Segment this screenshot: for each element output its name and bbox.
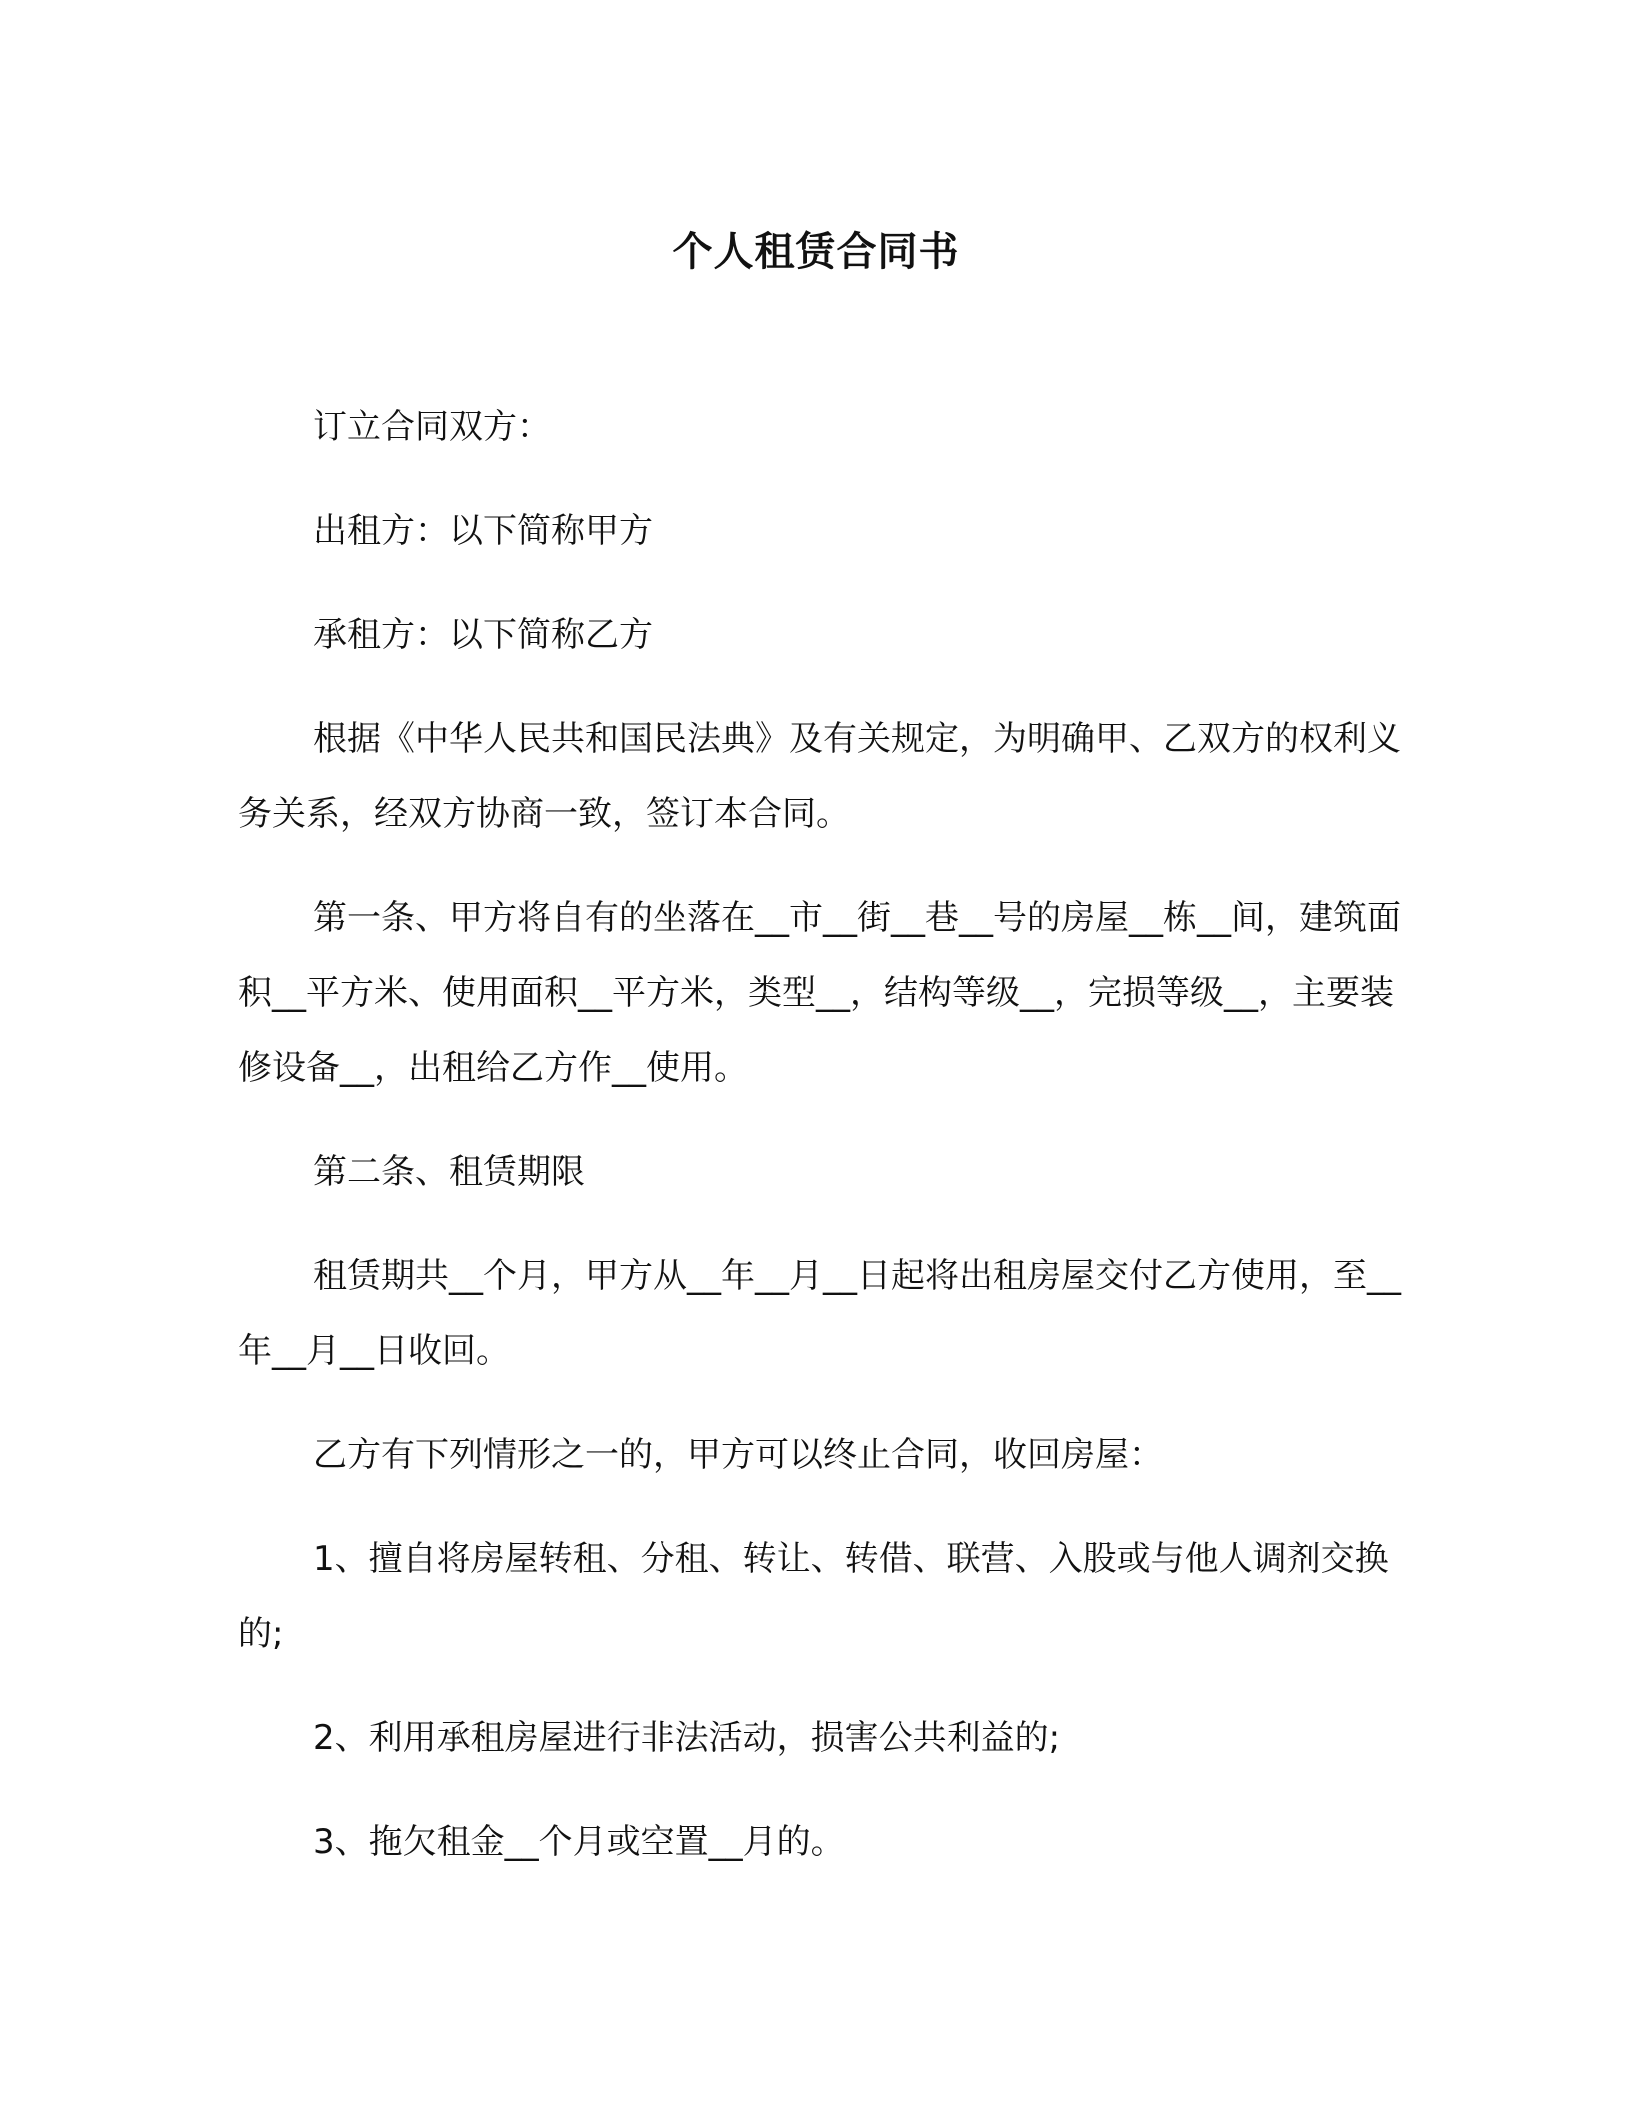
paragraph-condition-2: 2、利用承租房屋进行非法活动，损害公共利益的; bbox=[313, 1718, 1061, 1758]
paragraph-parties-heading: 订立合同双方： bbox=[313, 407, 551, 447]
paragraph-article-2-heading: 第二条、租赁期限 bbox=[313, 1152, 585, 1192]
document-body bbox=[238, 390, 1404, 1909]
paragraph-termination-conditions: 乙方有下列情形之一的，甲方可以终止合同，收回房屋： bbox=[313, 1435, 1163, 1475]
paragraph-legal-basis: 根据《中华人民共和国民法典》及有关规定，为明确甲、乙双方的权利义务关系，经双方协商一致，签订本合同。 bbox=[238, 719, 1401, 834]
paragraph-lessee: 承租方：以下简称乙方 bbox=[313, 615, 653, 655]
paragraph-condition-3: 3、拖欠租金__个月或空置__月的。 bbox=[313, 1822, 845, 1862]
document-title: 个人租赁合同书 bbox=[672, 229, 960, 275]
paragraph-lease-term: 租赁期共__个月，甲方从__年__月__日起将出租房屋交付乙方使用，至__年__月__日收回。 bbox=[238, 1256, 1401, 1371]
paragraph-lessor: 出租方：以下简称甲方 bbox=[313, 511, 653, 551]
paragraph-article-1: 第一条、甲方将自有的坐落在__市__街__巷__号的房屋__栋__间，建筑面积__平方米、使用面积__平方米，类型__，结构等级__，完损等级__，主要装修设备__，出租给乙方作__使用。 bbox=[238, 898, 1401, 1088]
paragraph-condition-1: 1、擅自将房屋转租、分租、转让、转借、联营、入股或与他人调剂交换的; bbox=[238, 1539, 1389, 1654]
